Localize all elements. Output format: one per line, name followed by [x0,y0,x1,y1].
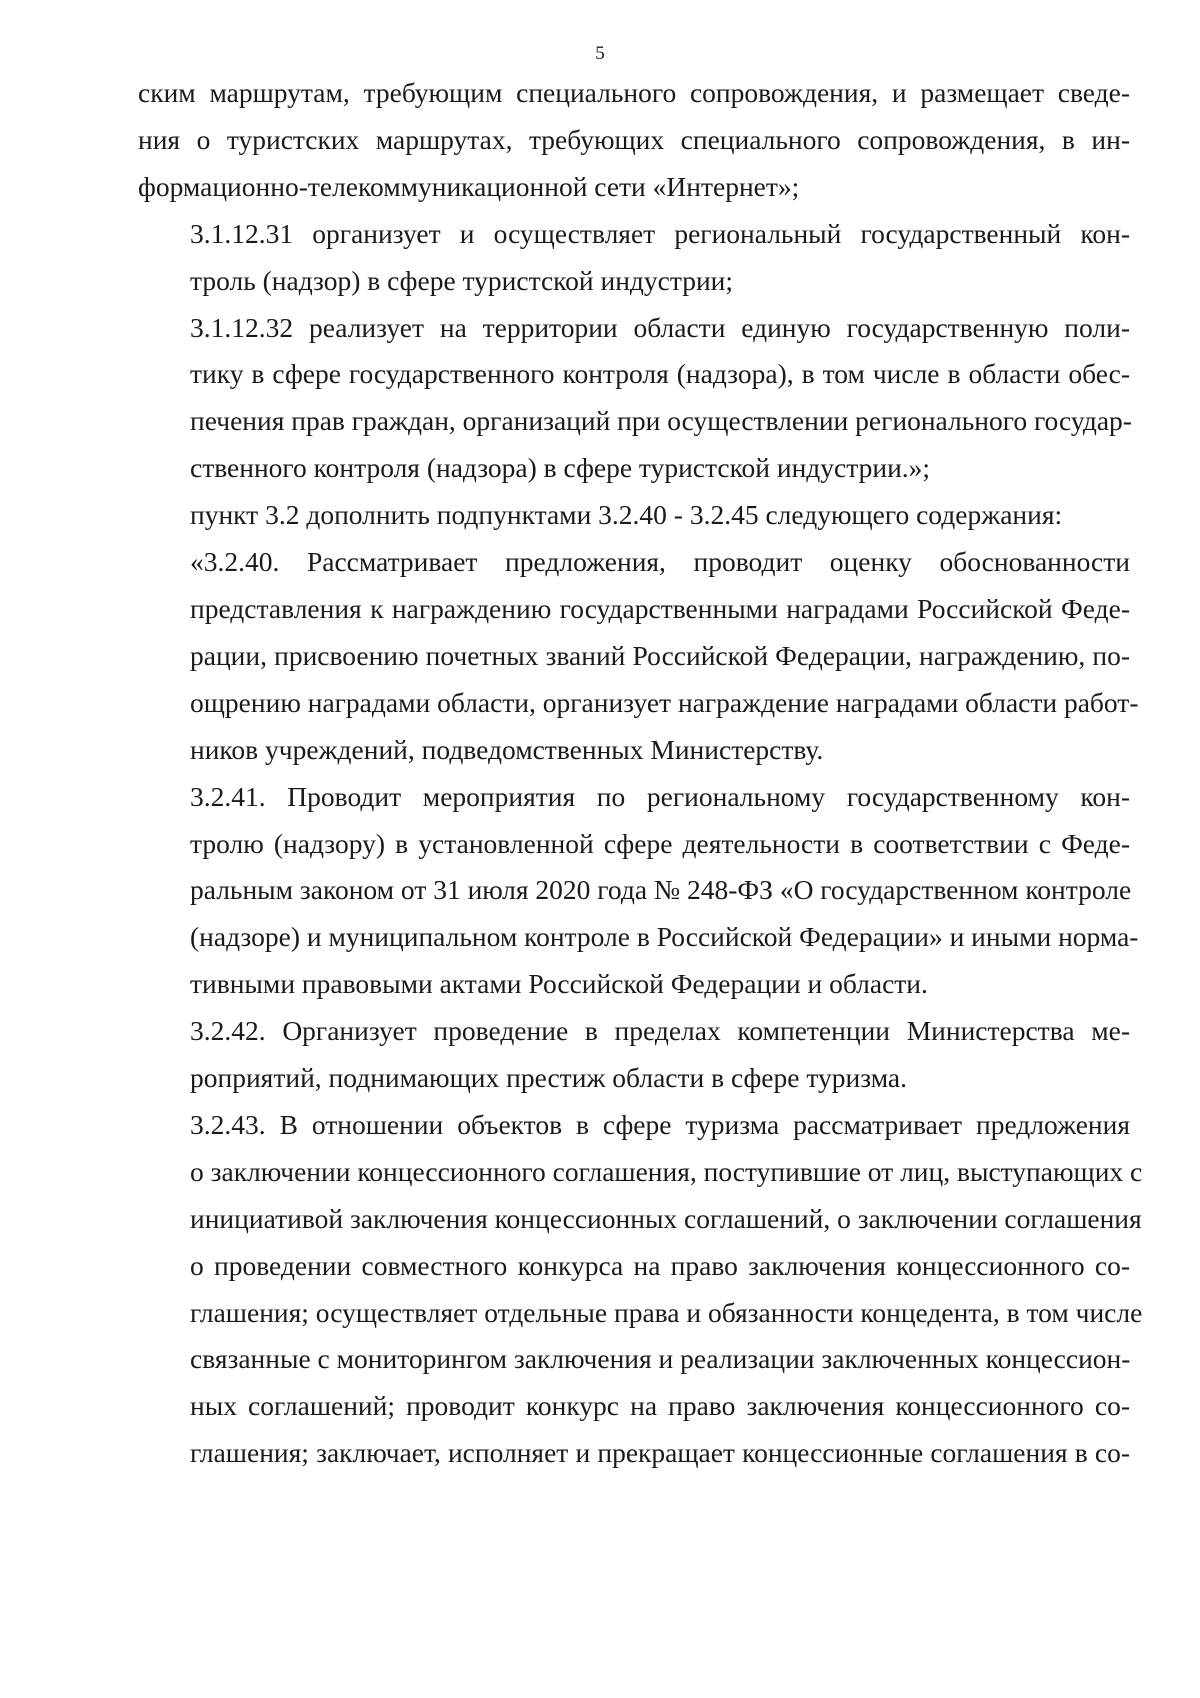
text-line: о проведении совместного конкурса на право заключения концессионного со- [190,1249,1130,1281]
paragraph-p-3-2-40 [138,539,1139,774]
text-line: 3.2.43. В отношении объектов в сфере туризма рассматривает предложения [190,1108,1130,1140]
text-line: ников учреждений, подведомственных Министерству. [190,733,824,765]
paragraph-p-3-1-12-32 [138,305,1130,493]
text-line: (надзоре) и муниципальном контроле в Российской Федерации» и иными норма- [190,921,1139,953]
text-line: глашения; осуществляет отдельные права и обязанности концедента, в том числе [190,1296,1143,1328]
text-line: пункт 3.2 дополнить подпунктами 3.2.40 - 3.2.45 следующего содержания: [190,499,1063,531]
text-line: тролю (надзору) в установленной сфере деятельности в соответствии с Феде- [190,827,1130,859]
text-line: ственного контроля (надзора) в сфере туристской индустрии.»; [190,452,931,484]
paragraph-list [138,70,1143,1477]
text-line: 3.1.12.31 организует и осуществляет региональный государственный кон- [190,217,1130,249]
text-line: инициативой заключения концессионных соглашений, о заключении соглашения [190,1202,1142,1234]
paragraph-p-3-1-12-31 [138,211,1130,305]
text-line: тику в сфере государственного контроля (надзора), в том числе в области обес- [190,358,1130,390]
text-line: ных соглашений; проводит конкурс на право заключения концессионного со- [190,1390,1130,1422]
text-line: глашения; заключает, исполняет и прекращает концессионные соглашения в со- [190,1437,1130,1469]
text-line: тивными правовыми актами Российской Федерации и области. [190,968,928,1000]
text-line: представления к награждению государственными наградами Российской Феде- [190,592,1130,624]
paragraph-p1-continuation [138,70,1130,211]
text-line: о заключении концессионного соглашения, поступившие от лиц, выступающих с [190,1155,1143,1187]
text-line: формационно-телекоммуникационной сети «Интернет»; [138,170,800,202]
text-line: роприятий, поднимающих престиж области в сфере туризма. [190,1062,907,1094]
text-line: ральным законом от 31 июля 2020 года № 248-ФЗ «О государственном контроле [190,874,1132,906]
page-number: 5 [595,43,605,64]
text-line: ния о туристских маршрутах, требующих специального сопровождения, в ин- [138,123,1130,155]
text-line: «3.2.40. Рассматривает предложения, проводит оценку обоснованности [190,546,1130,578]
paragraph-p-3-2-41 [138,774,1139,1009]
text-line: 3.2.42. Организует проведение в пределах компетенции Министерства ме- [190,1015,1130,1047]
text-line: ощрению наградами области, организует награждение наградами области работ- [190,686,1139,718]
text-line: троль (надзор) в сфере туристской индустрии; [190,264,734,296]
text-line: печения прав граждан, организаций при осуществлении регионального государ- [190,405,1132,437]
paragraph-p-3-2-43 [138,1102,1143,1477]
paragraph-p-punkt-3-2 [138,492,1130,539]
paragraph-p-3-2-42 [138,1008,1130,1102]
text-line: 3.2.41. Проводит мероприятия по региональному государственному кон- [190,780,1130,812]
text-line: 3.1.12.32 реализует на территории области единую государственную поли- [190,311,1130,343]
text-line: рации, присвоению почетных званий Российской Федерации, награждению, по- [190,639,1130,671]
text-line: связанные с мониторингом заключения и реализации заключенных концессион- [190,1343,1131,1375]
document-body [138,70,1143,1477]
text-line: ским маршрутам, требующим специального сопровождения, и размещает сведе- [138,77,1130,108]
